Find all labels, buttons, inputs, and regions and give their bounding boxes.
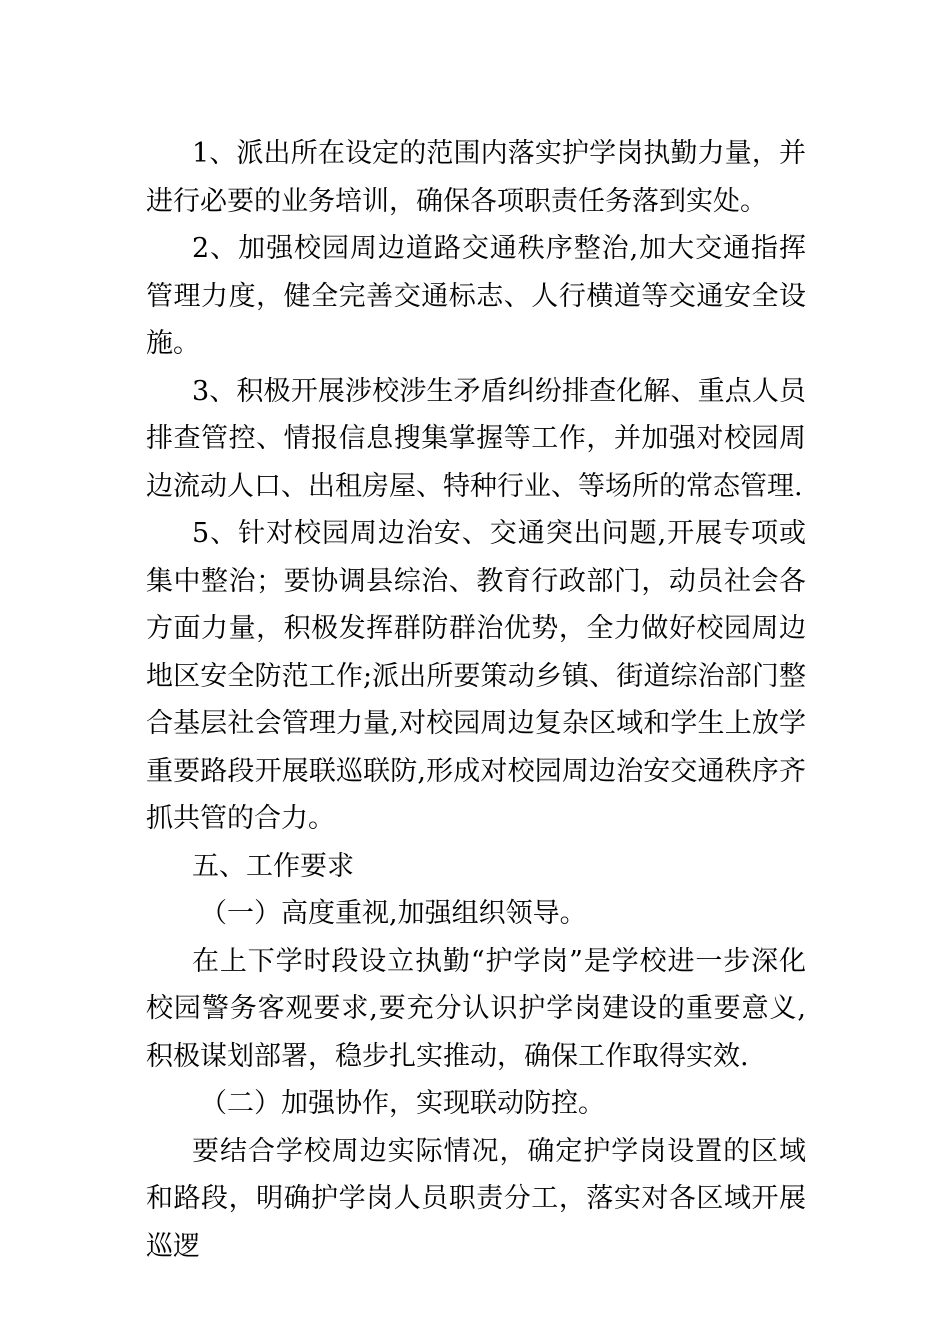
paragraph-item-3: 3、积极开展涉校涉生矛盾纠纷排查化解、重点人员排查管控、情报信息搜集掌握等工作，并加强对校园周边流动人口、出租房屋、特种行业、等场所的常态管理. (146, 375, 806, 502)
paragraph-sub-2-body: 要结合学校周边实际情况，确定护学岗设置的区域和路段，明确护学岗人员职责分工，落实对各区域开展巡逻 (146, 1135, 806, 1262)
subheading-1: （一）高度重视,加强组织领导。 (200, 898, 587, 929)
paragraph-item-1: 1、派出所在设定的范围内落实护学岗执勤力量，并进行必要的业务培训，确保各项职责任务落到实处。 (146, 138, 806, 217)
section-heading-work-requirements: 五、工作要求 (192, 850, 354, 882)
paragraph-sub-1-body: 在上下学时段设立执勤“护学岗”是学校进一步深化校园警务客观要求,要充分认识护学岗建设的重要意义,积极谋划部署，稳步扎实推动，确保工作取得实效. (146, 945, 806, 1072)
paragraph-item-2: 2、加强校园周边道路交通秩序整治,加大交通指挥管理力度，健全完善交通标志、人行横道等交通安全设施。 (146, 233, 806, 359)
document-body (146, 130, 806, 1270)
paragraph-item-5: 5、针对校园周边治安、交通突出问题,开展专项或集中整治；要协调县综治、教育行政部门，动员社会各方面力量，积极发挥群防群治优势，全力做好校园周边地区安全防范工作;派出所要策动乡镇、街道综治部门整合基层社会管理力量,对校园周边复杂区域和学生上放学重要路段开展联巡联防,形成对校园周边治安交通秩序齐抓共管的合力。 (146, 518, 806, 834)
subheading-2: （二）加强协作，实现联动防控。 (200, 1088, 605, 1119)
